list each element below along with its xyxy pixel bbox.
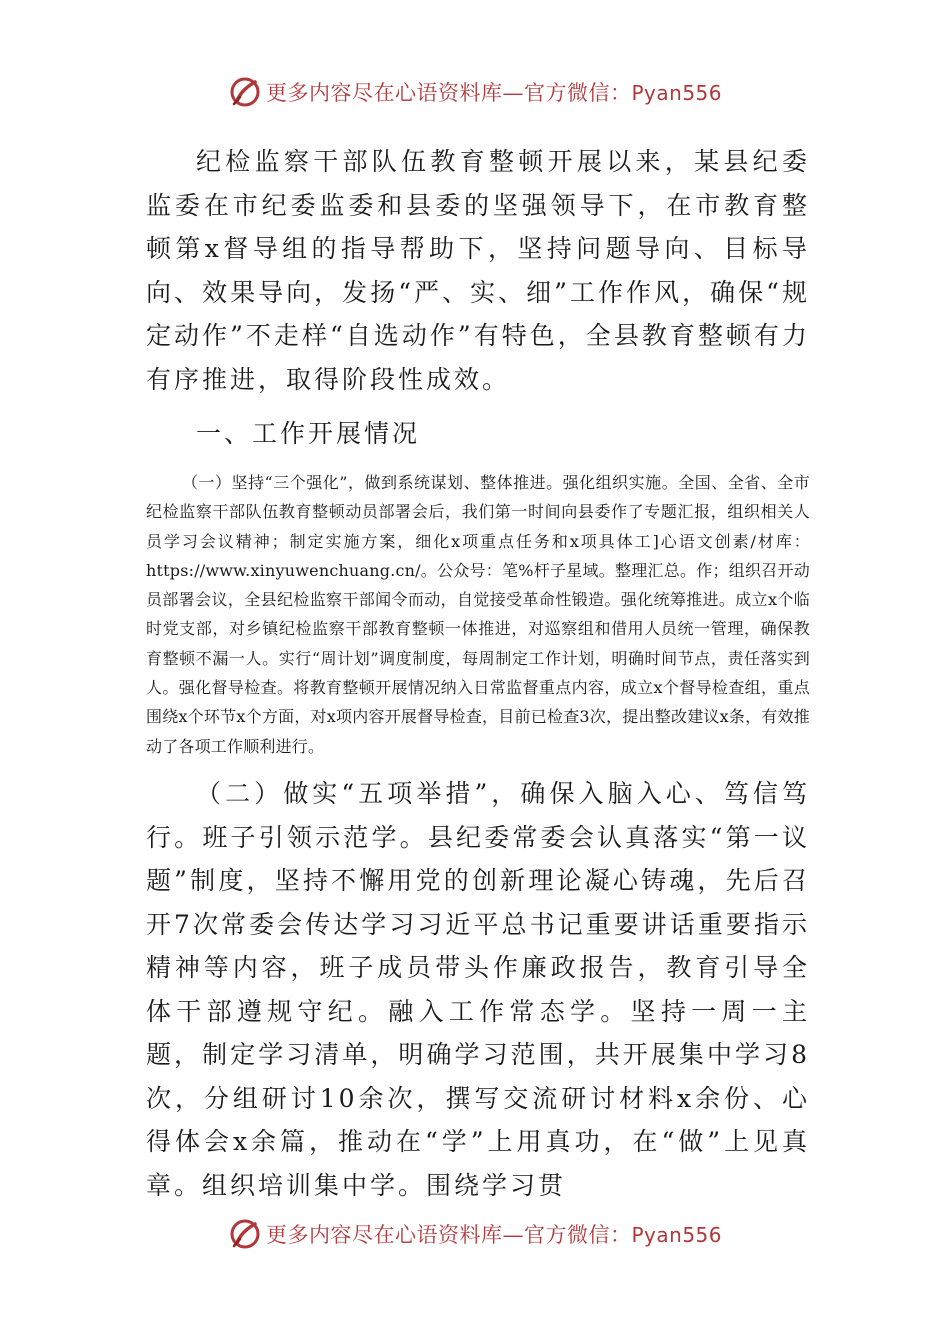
brush-logo-icon xyxy=(228,75,262,109)
watermark-banner-top xyxy=(0,72,950,112)
intro-paragraph: 纪检监察干部队伍教育整顿开展以来，某县纪委监委在市纪委监委和县委的坚强领导下，在市教育整顿第x督导组的指导帮助下，坚持问题导向、目标导向、效果导向，发扬“严、实、细”工作作风，确保“规定动作”不走样“自选动作”有特色，全县教育整顿有力有序推进，取得阶段性成效。 xyxy=(146,147,810,394)
section-2-paragraph: （二）做实“五项举措”，确保入脑入心、笃信笃行。班子引领示范学。县纪委常委会认真落实“第一议题”制度，坚持不懈用党的创新理论凝心铸魂，先后召开7次常委会传达学习习近平总书记重要讲话重要指示精神等内容，班子成员带头作廉政报告，教育引导全体干部遵规守纪。融入工作常态学。坚持一周一主题，制定学习清单，明确学习范围，共开展集中学习8次，分组研讨10余次，撰写交流研讨材料x余份、心得体会x余篇，推动在“学”上用真功，在“做”上见真章。组织培训集中学。围绕学习贯 xyxy=(146,779,810,1200)
section-1-paragraph: （一）坚持“三个强化”，做到系统谋划、整体推进。强化组织实施。全国、全省、全市纪检监察干部队伍教育整顿动员部署会后，我们第一时间向县委作了专题汇报，组织相关人员学习会议精神；制定实施方案，细化x项重点任务和x项具体工]心语文创素/材库：https://www.xinyuwenchuang.cn/。公众号：笔%杆子星域。整理汇总。作；组织召开动员部署会议，全县纪检监察干部闻令而动，自觉接受革命性锻造。强化统筹推进。成立x个临时党支部，对乡镇纪检监察干部教育整顿一体推进，对巡察组和借用人员统一管理，确保教育整顿不漏一人。实行“周计划”调度制度，每周制定工作计划，明确时间节点，责任落实到人。强化督导检查。将教育整顿开展情况纳入日常监督重点内容，成立x个督导检查组，重点围绕x个环节x个方面，对x项内容开展督导检查，目前已检查3次，提出整改建议x条，有效推动了各项工作顺利进行。 xyxy=(146,473,810,756)
watermark-text: 更多内容尽在心语资料库—官方微信：Pyan556 xyxy=(265,81,722,105)
section-heading: 一、工作开展情况 xyxy=(196,419,421,448)
watermark-text: 更多内容尽在心语资料库—官方微信：Pyan556 xyxy=(265,1223,722,1247)
watermark-banner-bottom xyxy=(0,1214,950,1254)
brush-logo-icon xyxy=(228,1217,262,1251)
